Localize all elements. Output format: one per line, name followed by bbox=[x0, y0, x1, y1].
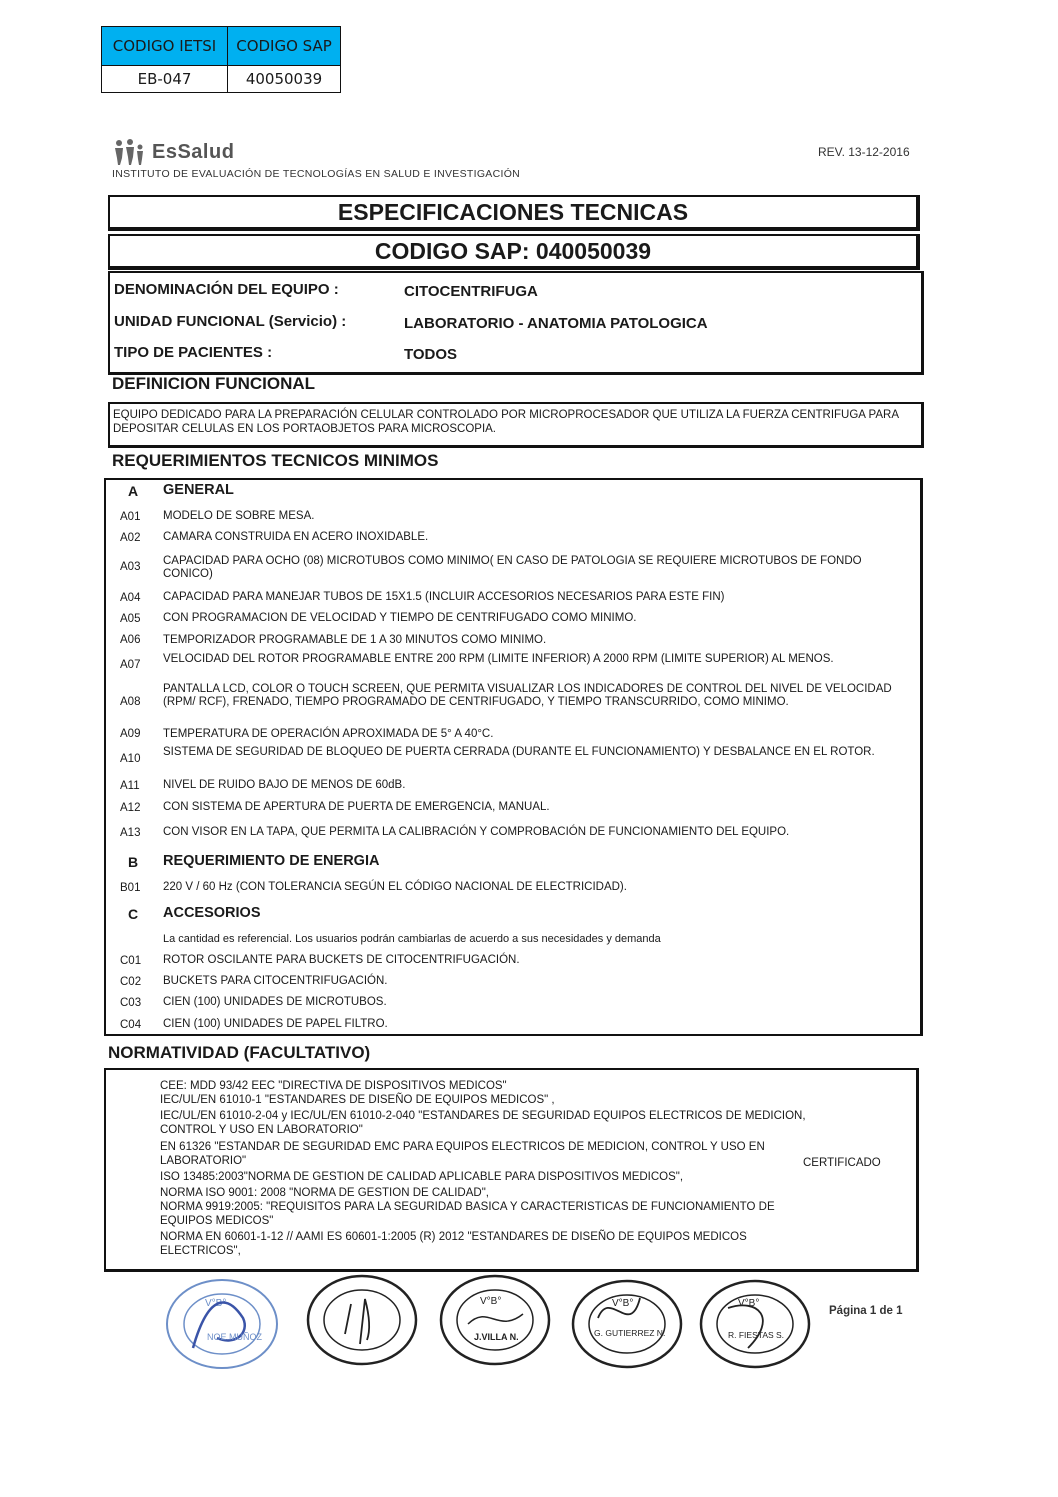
code-ietsi-value: EB-047 bbox=[102, 66, 228, 93]
norm-line: ELECTRICOS", bbox=[160, 1245, 241, 1257]
section-code: A bbox=[128, 483, 139, 499]
page-number: Página 1 de 1 bbox=[829, 1305, 903, 1317]
stamp-name: J.VILLA N. bbox=[474, 1332, 519, 1342]
item-text: CON PROGRAMACION DE VELOCIDAD Y TIEMPO DE CENTRIFUGADO COMO MINIMO. bbox=[163, 612, 637, 624]
approval-stamp bbox=[570, 1278, 685, 1370]
item-code: A03 bbox=[120, 561, 141, 573]
equipment-name-value: CITOCENTRIFUGA bbox=[404, 283, 538, 300]
stamp-name: R. FIESTAS S. bbox=[728, 1330, 785, 1340]
code-sap-header: CODIGO SAP bbox=[228, 27, 341, 66]
item-text: NIVEL DE RUIDO BAJO DE MENOS DE 60dB. bbox=[163, 779, 406, 791]
definition-text: EQUIPO DEDICADO PARA LA PREPARACIÓN CELULAR CONTROLADO POR MICROPROCESADOR QUE UTILIZA LA FUERZA CENTRIFUGA PARA DEPOSITAR CELULAS EN LOS PORTAOBJETOS PARA MICROSCOPIA. bbox=[108, 402, 924, 448]
essalud-logo bbox=[112, 138, 234, 166]
norm-line: LABORATORIO" bbox=[160, 1155, 247, 1167]
item-code: B01 bbox=[120, 882, 141, 894]
family-icon bbox=[112, 138, 148, 166]
norm-line: CEE: MDD 93/42 EEC "DIRECTIVA DE DISPOSITIVOS MEDICOS" bbox=[160, 1080, 507, 1092]
code-sap-value: 40050039 bbox=[228, 66, 341, 93]
accessories-note: La cantidad es referencial. Los usuarios podrán cambiarlas de acuerdo a sus necesidades y demanda bbox=[163, 933, 661, 945]
norm-line: CONTROL Y USO EN LABORATORIO" bbox=[160, 1124, 363, 1136]
norm-line: NORMA 9919:2005: "REQUISITOS PARA LA SEGURIDAD BASICA Y CARACTERISTICAS DE FUNCIONAMIENTO DE bbox=[160, 1201, 775, 1213]
functional-unit-value: LABORATORIO - ANATOMIA PATOLOGICA bbox=[404, 315, 708, 332]
stamp-name: NOE MUÑOZ bbox=[207, 1332, 262, 1342]
identification-box bbox=[108, 271, 924, 375]
equipment-name-label: DENOMINACIÓN DEL EQUIPO : bbox=[114, 281, 339, 298]
stamp-name: G. GUTIERREZ N. bbox=[594, 1328, 666, 1338]
code-table bbox=[101, 26, 341, 93]
section-code: C bbox=[128, 906, 139, 922]
item-code: A05 bbox=[120, 613, 141, 625]
svg-text:V°B°: V°B° bbox=[480, 1296, 502, 1307]
section-title: REQUERIMIENTO DE ENERGIA bbox=[163, 853, 380, 869]
item-code: A07 bbox=[120, 659, 141, 671]
norm-line: EQUIPOS MEDICOS" bbox=[160, 1215, 274, 1227]
item-text: PANTALLA LCD, COLOR O TOUCH SCREEN, QUE PERMITA VISUALIZAR LOS INDICADORES DE CONTROL DEL NIVEL DE VELOCIDAD (RPM/ RCF), FRENADO, TIEMPO PROGRAMADO DE CENTRIFUGADO, Y TIEMPO TRANSCURRIDO, COMO MINIMO. bbox=[163, 683, 892, 708]
item-text: ROTOR OSCILANTE PARA BUCKETS DE CITOCENTRIFUGACIÓN. bbox=[163, 954, 520, 966]
item-text: CIEN (100) UNIDADES DE MICROTUBOS. bbox=[163, 996, 387, 1008]
item-text: VELOCIDAD DEL ROTOR PROGRAMABLE ENTRE 200 RPM (LIMITE INFERIOR) A 2000 RPM (LIMITE SUPERIOR) AL MENOS. bbox=[163, 653, 834, 665]
section-title: GENERAL bbox=[163, 482, 234, 498]
approval-stamp bbox=[698, 1278, 813, 1370]
functional-unit-label: UNIDAD FUNCIONAL (Servicio) : bbox=[114, 313, 347, 330]
item-code: A01 bbox=[120, 511, 141, 523]
item-code: A08 bbox=[120, 696, 141, 708]
logo-text: EsSalud bbox=[152, 140, 235, 163]
item-code: A11 bbox=[120, 780, 140, 792]
item-text: CAPACIDAD PARA OCHO (08) MICROTUBOS COMO MINIMO( EN CASO DE PATOLOGIA SE REQUIERE MICROTUBOS DE FONDO CONICO) bbox=[163, 555, 862, 580]
item-code: A06 bbox=[120, 634, 141, 646]
svg-text:V°B°: V°B° bbox=[205, 1298, 227, 1309]
certificado-label: CERTIFICADO bbox=[803, 1157, 881, 1169]
item-code: A10 bbox=[120, 753, 141, 765]
institute-name: INSTITUTO DE EVALUACIÓN DE TECNOLOGÍAS EN SALUD E INVESTIGACIÓN bbox=[112, 168, 521, 180]
item-text: SISTEMA DE SEGURIDAD DE BLOQUEO DE PUERTA CERRADA (DURANTE EL FUNCIONAMIENTO) Y DESBALANCE EN EL ROTOR. bbox=[163, 746, 875, 758]
norm-line: IEC/UL/EN 61010-2-04 y IEC/UL/EN 61010-2-040 "ESTANDARES DE SEGURIDAD EQUIPOS ELECTRICOS DE MEDICION, bbox=[160, 1110, 806, 1122]
item-text: CON VISOR EN LA TAPA, QUE PERMITA LA CALIBRACIÓN Y COMPROBACIÓN DE FUNCIONAMIENTO DEL EQUIPO. bbox=[163, 826, 790, 838]
approval-stamp bbox=[305, 1274, 420, 1366]
definition-heading: DEFINICION FUNCIONAL bbox=[112, 374, 316, 393]
svg-text:V°B°: V°B° bbox=[738, 1298, 760, 1309]
item-text: CAPACIDAD PARA MANEJAR TUBOS DE 15X1.5 (INCLUIR ACCESORIOS NECESARIOS PARA ESTE FIN) bbox=[163, 591, 725, 603]
norms-heading: NORMATIVIDAD (FACULTATIVO) bbox=[108, 1043, 371, 1062]
item-text: CIEN (100) UNIDADES DE PAPEL FILTRO. bbox=[163, 1018, 388, 1030]
patient-type-label: TIPO DE PACIENTES : bbox=[114, 344, 273, 361]
revision-date: REV. 13-12-2016 bbox=[818, 145, 910, 159]
item-code: C03 bbox=[120, 997, 142, 1009]
item-code: C04 bbox=[120, 1019, 142, 1031]
item-text: TEMPERATURA DE OPERACIÓN APROXIMADA DE 5° A 40°C. bbox=[163, 728, 494, 740]
item-code: A02 bbox=[120, 532, 141, 544]
item-text: BUCKETS PARA CITOCENTRIFUGACIÓN. bbox=[163, 975, 388, 987]
patient-type-value: TODOS bbox=[404, 346, 458, 363]
norm-line: EN 61326 "ESTANDAR DE SEGURIDAD EMC PARA EQUIPOS ELECTRICOS DE MEDICION, CONTROL Y USO EN bbox=[160, 1141, 765, 1153]
norm-line: ISO 13485:2003"NORMA DE GESTION DE CALIDAD APLICABLE PARA DISPOSITIVOS MEDICOS", bbox=[160, 1171, 684, 1183]
approval-stamp bbox=[438, 1274, 553, 1366]
section-code: B bbox=[128, 854, 139, 870]
item-code: A09 bbox=[120, 728, 141, 740]
code-ietsi-header: CODIGO IETSI bbox=[102, 27, 228, 66]
item-code: A12 bbox=[120, 802, 141, 814]
item-code: C02 bbox=[120, 976, 142, 988]
item-text: TEMPORIZADOR PROGRAMABLE DE 1 A 30 MINUTOS COMO MINIMO. bbox=[163, 634, 547, 646]
item-code: A13 bbox=[120, 827, 141, 839]
item-text: CAMARA CONSTRUIDA EN ACERO INOXIDABLE. bbox=[163, 531, 429, 543]
section-title: ACCESORIOS bbox=[163, 905, 261, 921]
item-text: CON SISTEMA DE APERTURA DE PUERTA DE EMERGENCIA, MANUAL. bbox=[163, 801, 550, 813]
svg-text:V°B°: V°B° bbox=[612, 1298, 634, 1309]
norm-line: NORMA EN 60601-1-12 // AAMI ES 60601-1:2005 (R) 2012 "ESTANDARES DE DISEÑO DE EQUIPOS MEDICOS bbox=[160, 1231, 747, 1243]
item-code: C01 bbox=[120, 955, 142, 967]
item-code: A04 bbox=[120, 592, 141, 604]
requirements-heading: REQUERIMIENTOS TECNICOS MINIMOS bbox=[112, 451, 439, 470]
sap-code-title: CODIGO SAP: 040050039 bbox=[108, 234, 920, 270]
norm-line: NORMA ISO 9001: 2008 "NORMA DE GESTION DE CALIDAD", bbox=[160, 1187, 489, 1199]
item-text: 220 V / 60 Hz (CON TOLERANCIA SEGÚN EL CÓDIGO NACIONAL DE ELECTRICIDAD). bbox=[163, 881, 627, 893]
document-title: ESPECIFICACIONES TECNICAS bbox=[108, 195, 920, 231]
norm-line: IEC/UL/EN 61010-1 "ESTANDARES DE DISEÑO DE EQUIPOS MEDICOS" , bbox=[160, 1094, 555, 1106]
approval-stamp bbox=[165, 1278, 280, 1370]
item-text: MODELO DE SOBRE MESA. bbox=[163, 510, 315, 522]
